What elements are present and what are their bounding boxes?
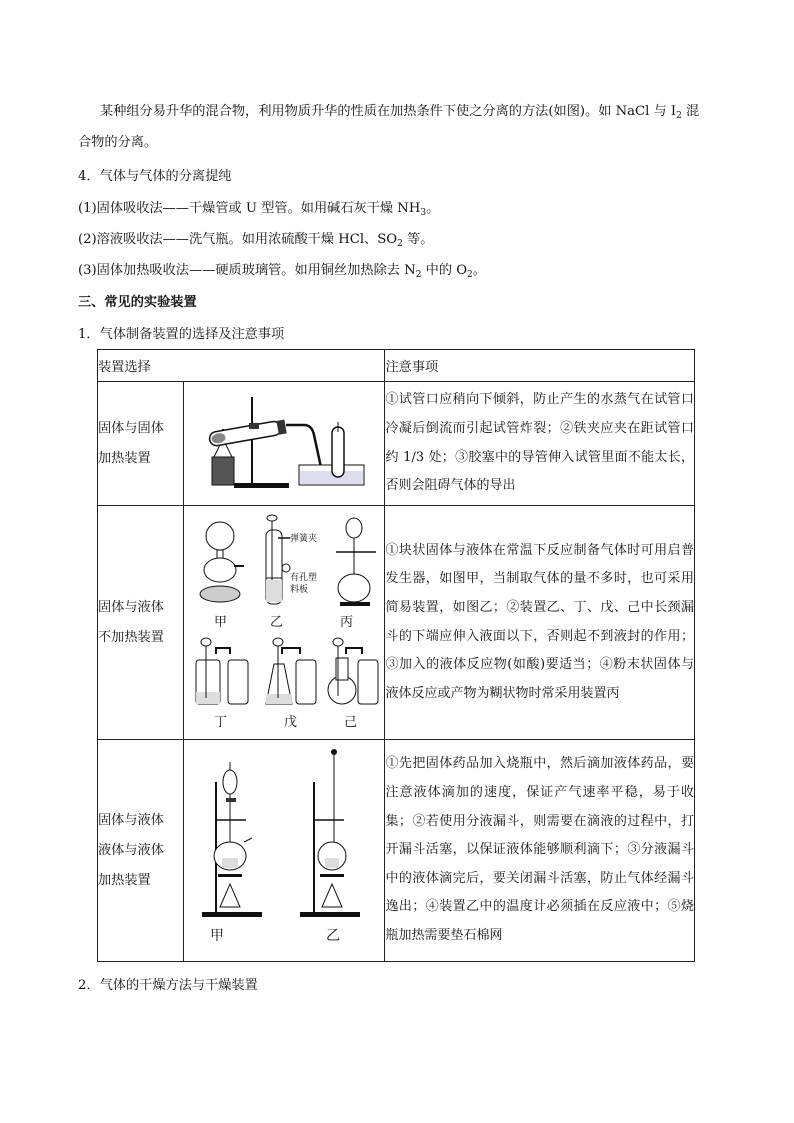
solid-liquid-apparatus-figure: [186, 508, 382, 734]
label-line: 固体与液体: [98, 599, 164, 615]
row-notes: ①块状固体与液体在常温下反应制备气体时可用启普发生器，如图甲，当制取气体的量不多时，也可采用简易装置，如图乙；②装置乙、丁、戊、己中长颈漏斗的下端应伸入液面以下，否则起不到液封的作用；③加入的液体反应物(如酸)要适当；④粉末状固体与液体反应或产物为糊状物时常采用装置丙: [385, 506, 695, 740]
subscript: 2: [397, 239, 403, 249]
subscript: 2: [415, 270, 422, 280]
table-row: [98, 506, 695, 740]
annotation-spring-clip: 弹簧夹: [290, 533, 318, 544]
section-heading: 4．气体与气体的分离提纯: [78, 169, 232, 184]
figure-label-ding: 丁: [214, 714, 228, 730]
label-line: 加热装置: [98, 450, 151, 466]
header-apparatus: 装置选择: [98, 350, 385, 382]
figure-label-jia: 甲: [214, 614, 228, 630]
paragraph-sublimation-cont: [78, 133, 728, 153]
table-row: [98, 740, 695, 962]
paragraph-text: 混: [681, 104, 700, 119]
label-line: 固体与液体: [98, 812, 164, 828]
method-text: (2)溶液吸收法——洗气瓶。如用浓硫酸干燥 HCl、SO: [78, 232, 398, 247]
method-2: [78, 230, 728, 250]
figure-cell: [184, 506, 385, 740]
row-notes: ①试管口应稍向下倾斜，防止产生的水蒸气在试管口冷凝后倒流而引起试管炸裂；②铁夹应夹在距试管口约 1/3 处；③胶塞中的导管伸入试管里面不能太长，否则会阻碍气体的导出: [385, 382, 695, 506]
heating-apparatus-figure: [186, 742, 382, 956]
method-text: 。: [472, 263, 486, 278]
subsection-1: [78, 325, 728, 345]
subscript: 2: [467, 270, 473, 280]
method-3: [78, 261, 728, 281]
annotation-perforated-plate-1: 有孔塑: [290, 572, 318, 583]
row-label: [98, 740, 184, 962]
label-line: 固体与固体: [98, 420, 164, 436]
figure-cell: [184, 382, 385, 506]
method-text: 。: [426, 201, 440, 216]
method-1: [78, 199, 728, 219]
paragraph-text: 合物的分离。: [78, 135, 158, 150]
heading-text: 三、常见的实验装置: [78, 295, 197, 310]
row-notes: ①先把固体药品加入烧瓶中，然后滴加液体药品，要注意液体滴加的速度，保证产气速率平稳，易于收集；②若使用分液漏斗，则需要在滴液的过程中，打开漏斗活塞，以保证液体能够顺利滴下；③分液漏斗中的液体滴完后，要关闭漏斗活塞，防止气体经漏斗逸出；④装置乙中的温度计必须插在反应液中；⑤烧瓶加热需要垫石棉网: [385, 740, 695, 962]
label-line: 不加热装置: [98, 629, 164, 645]
label-line: 加热装置: [98, 872, 151, 888]
figure-label-jia: 甲: [210, 927, 225, 944]
paragraph-sublimation: [100, 102, 750, 122]
subscript: 2: [676, 111, 682, 121]
method-text: (1)固体吸收法——干燥管或 U 型管。如用碱石灰干燥 NH: [78, 201, 421, 216]
apparatus-table: [97, 349, 695, 962]
row-label: [98, 506, 184, 740]
row-label: [98, 382, 184, 506]
subscript: 3: [420, 208, 427, 218]
subsection-text: 1．气体制备装置的选择及注意事项: [78, 327, 285, 342]
figure-label-ji: 己: [344, 714, 358, 730]
solid-heating-apparatus-figure: [194, 387, 374, 497]
section-gas-separation: [78, 167, 728, 187]
figure-label-yi: 乙: [270, 614, 284, 630]
label-line: 液体与液体: [98, 842, 164, 858]
figure-cell: [184, 740, 385, 962]
table-header-row: [98, 350, 695, 382]
table-row: [98, 382, 695, 506]
method-text: 等。: [402, 232, 434, 247]
method-text: (3)固体加热吸收法——硬质玻璃管。如用铜丝加热除去 N: [78, 263, 416, 278]
paragraph-text: 某种组分易升华的混合物，利用物质升华的性质在加热条件下使之分离的方法(如图)。如 NaCl 与 I: [100, 104, 677, 119]
annotation-perforated-plate-2: 料板: [290, 584, 309, 595]
header-notes: 注意事项: [385, 350, 695, 382]
subsection-text: 2．气体的干燥方法与干燥装置: [78, 978, 258, 993]
figure-label-bing: 丙: [340, 614, 354, 630]
method-text: 中的 O: [421, 263, 468, 278]
figure-label-wu: 戊: [284, 714, 298, 730]
figure-label-yi: 乙: [326, 927, 341, 944]
section-three-heading: [78, 293, 728, 313]
subsection-2: [78, 976, 728, 996]
